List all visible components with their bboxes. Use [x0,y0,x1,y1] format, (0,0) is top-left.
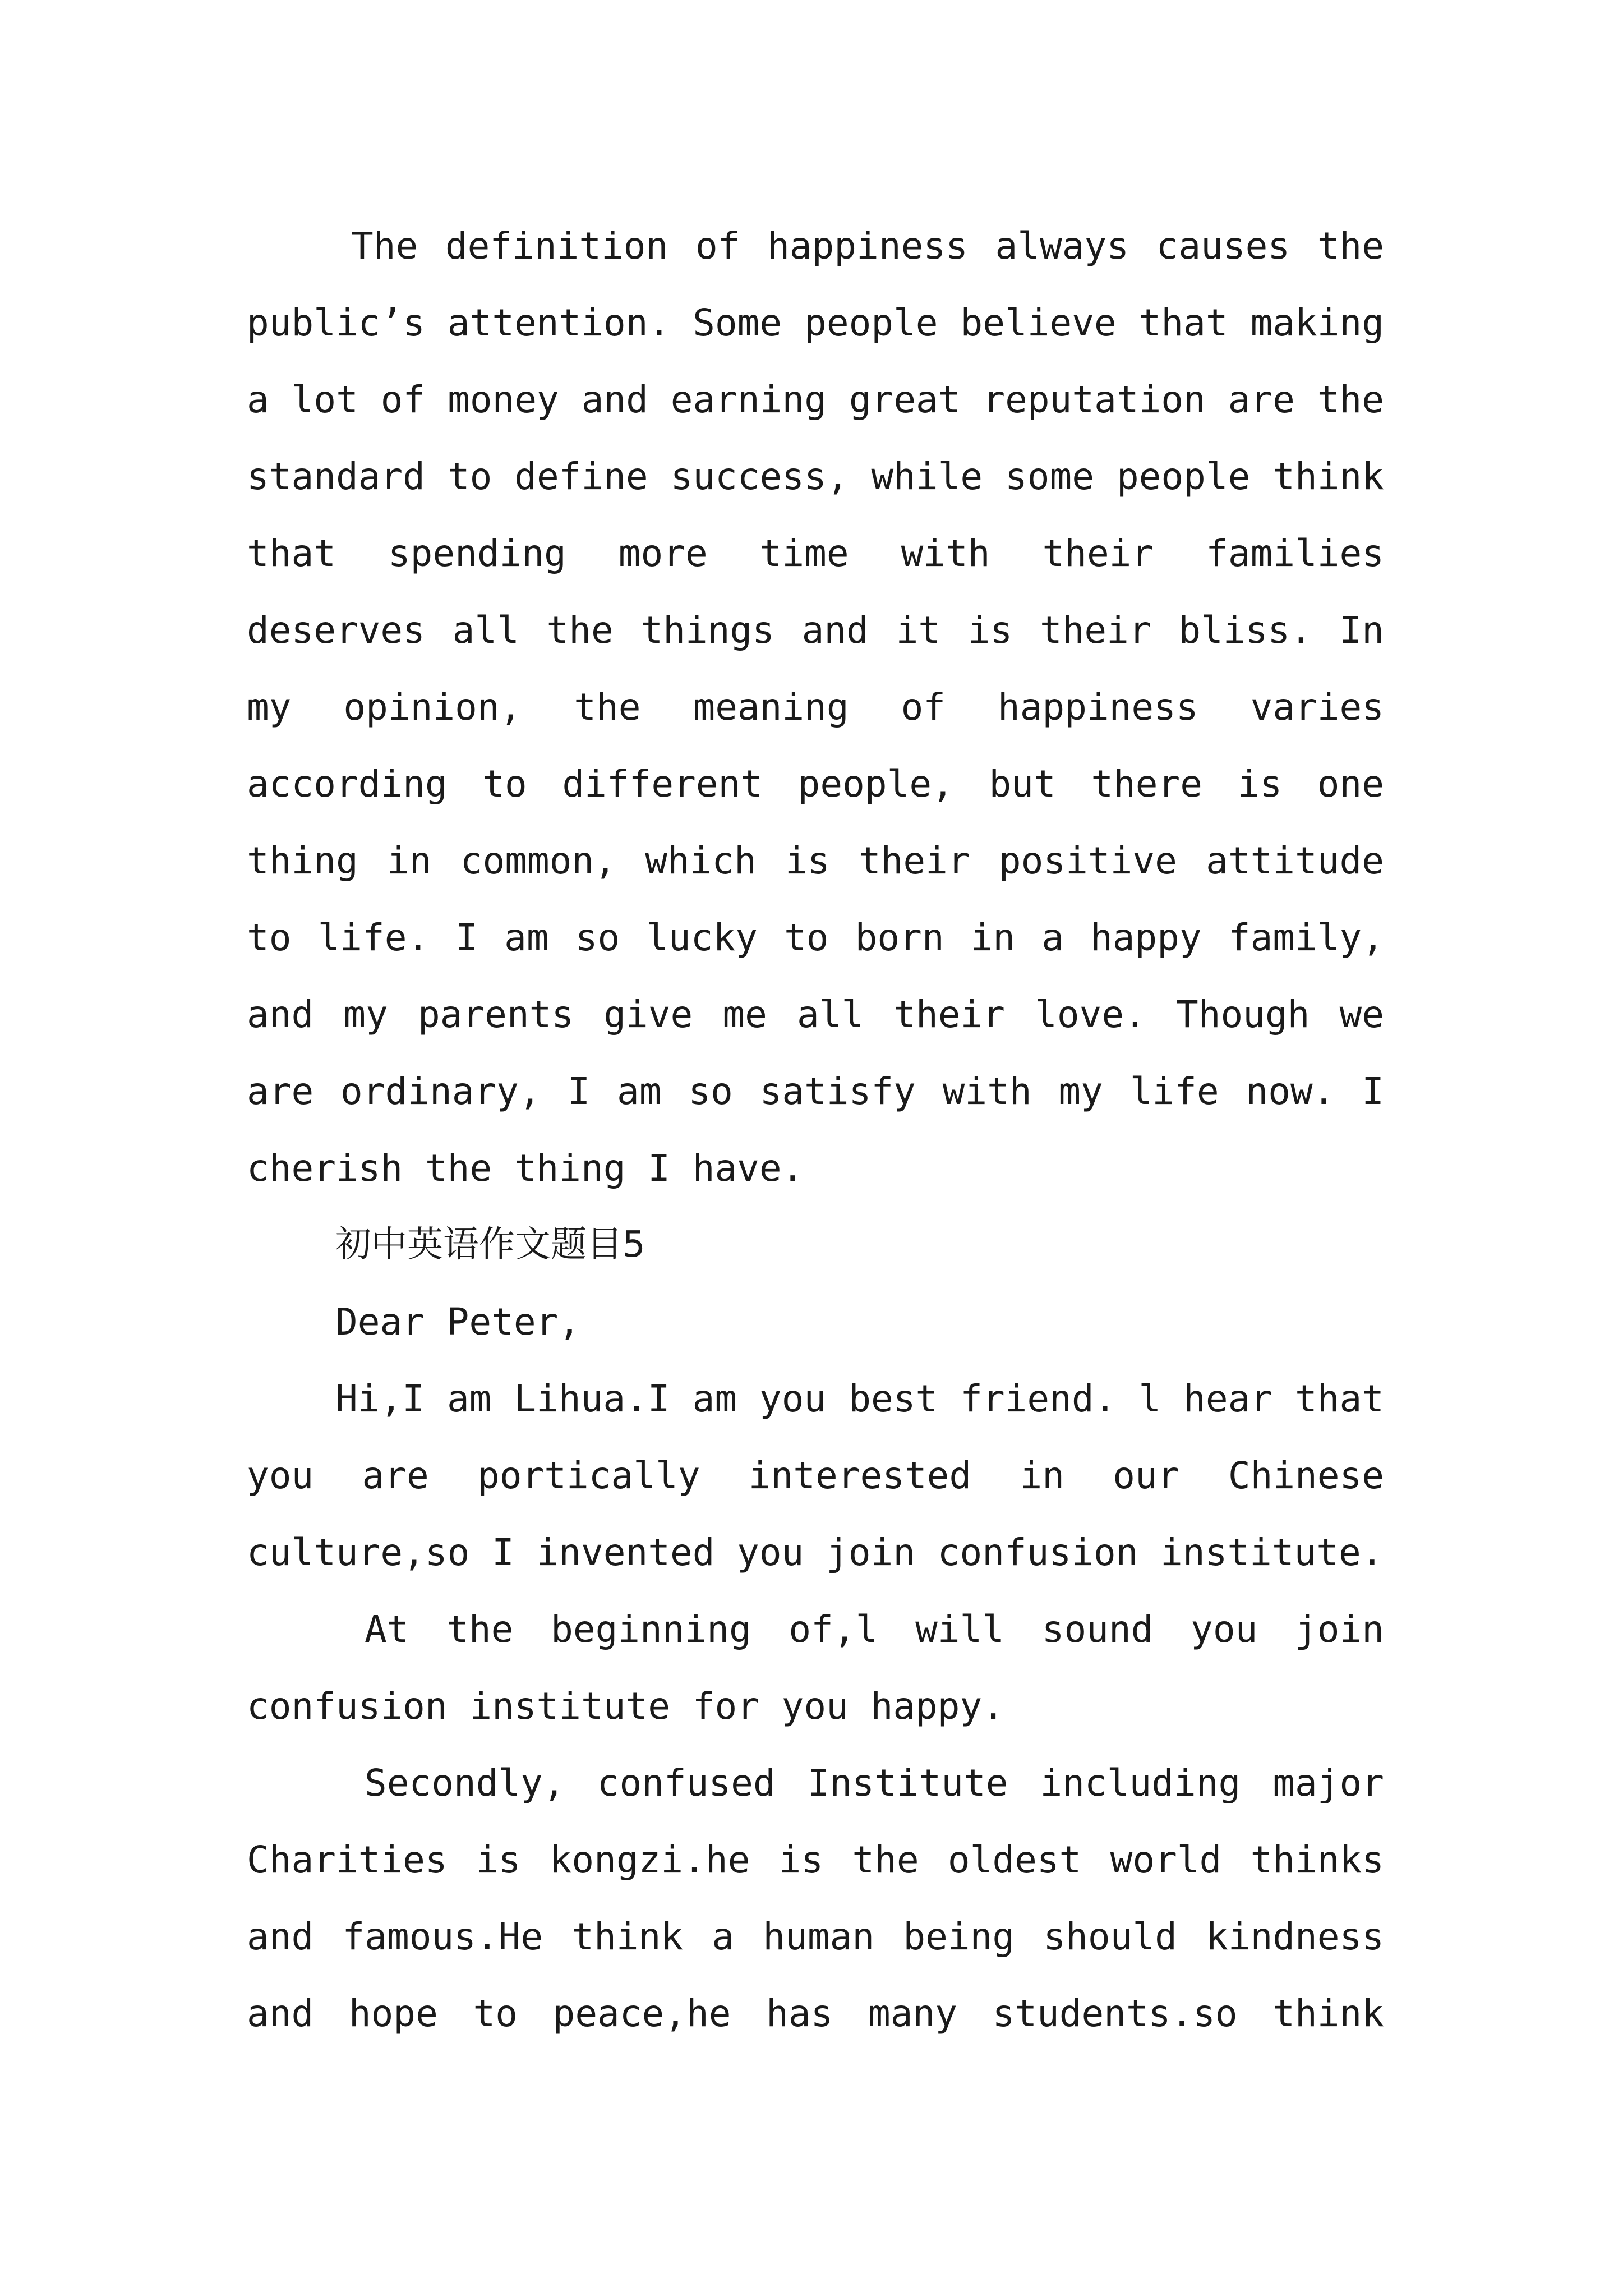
paragraph-beginning: At the beginning of,l will sound you join confusion institute for you happy. [247,1608,1384,1728]
letter-salutation: Dear Peter, [335,1300,581,1343]
paragraph-secondly: Secondly, confused Institute including major Charities is kongzi.he is the oldest world thinks and famous.He think a human being should kindness and hope to peace,he has many students.so think [247,1761,1384,2035]
paragraph-happiness: The definition of happiness always causes the public’s attention. Some people believe that making a lot of money and earning great reputation are the standard to define success, while some people think that spending more time with their families deserves all the things and it is their bliss. In my opinion, the meaning of happiness varies according to different people, but there is one thing in common, which is their positive attitude to life. I am so lucky to born in a happy family, and my parents give me all their love. Though we are ordinary, I am so satisfy with my life now. I cherish the thing I have. [247,224,1384,1190]
document-body [247,208,1384,2052]
paragraph-introduction: Hi,I am Lihua.I am you best friend. l hear that you are portically interested in our Chinese culture,so I invented you join confusion institute. [247,1377,1384,1574]
essay-heading: 初中英语作文题目5 [335,1224,645,1266]
